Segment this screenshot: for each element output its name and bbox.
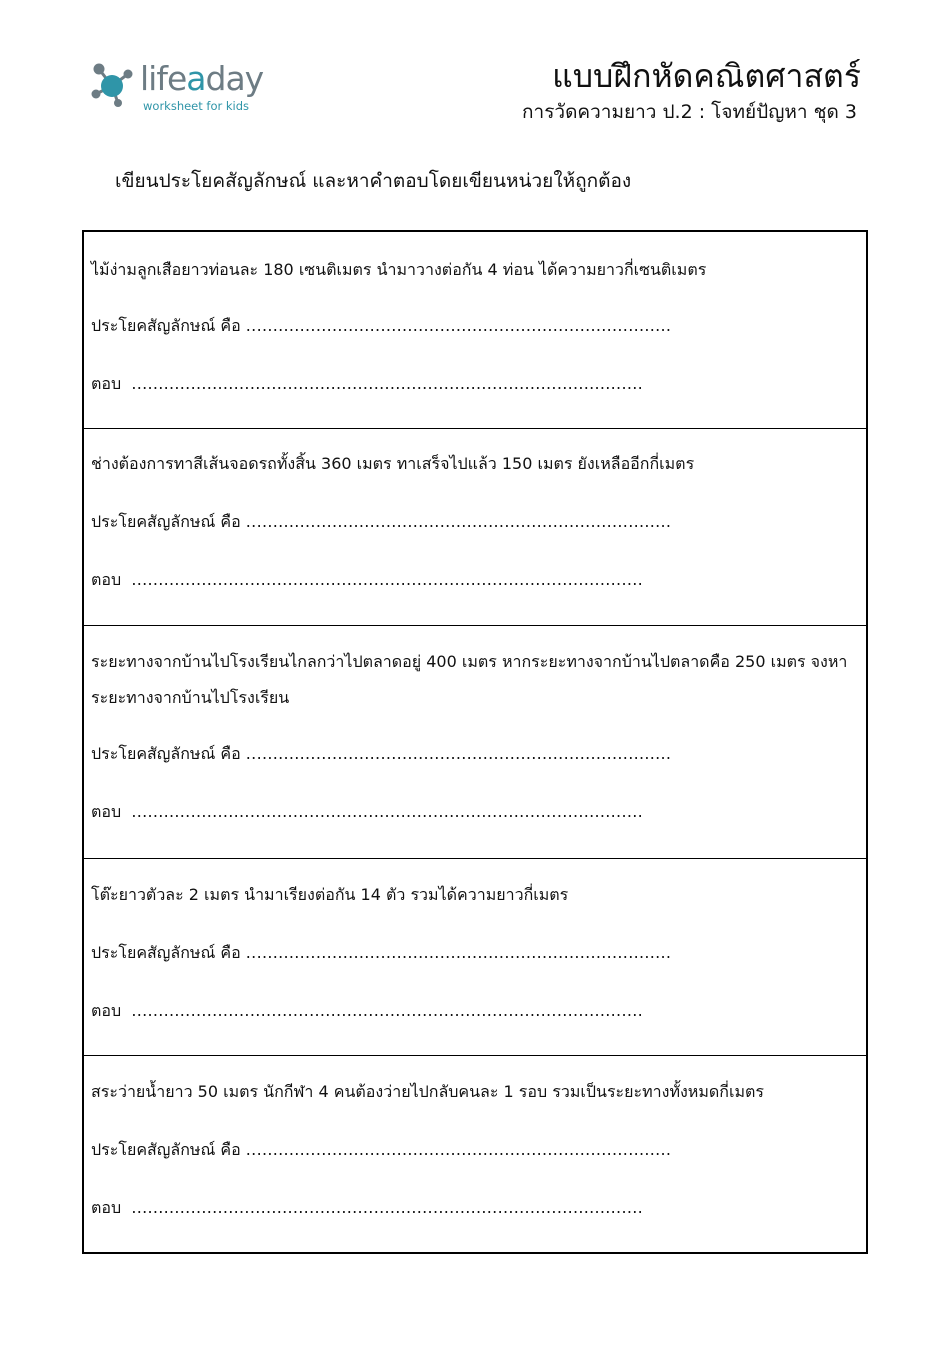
sentence-line[interactable] bbox=[91, 746, 671, 762]
sentence-label: ประโยคสัญลักษณ์ คือ bbox=[91, 316, 241, 335]
problem-table bbox=[82, 230, 868, 1254]
answer-dots: ............................................................................................... bbox=[131, 374, 643, 393]
sentence-label: ประโยคสัญลักษณ์ คือ bbox=[91, 512, 241, 531]
worksheet-subtitle: การวัดความยาว ป.2 : โจทย์ปัญหา ชุด 3 bbox=[522, 101, 857, 123]
sentence-dots: ............................................................................... bbox=[245, 316, 672, 335]
problem-text: ระยะทางจากบ้านไปโรงเรียนไกลกว่าไปตลาดอยู่ 400 เมตร หากระยะทางจากบ้านไปตลาดคือ 250 เมตร จงหาระยะทางจากบ้านไปโรงเรียน bbox=[91, 652, 848, 707]
problem-box bbox=[84, 429, 866, 626]
problem-box bbox=[84, 626, 866, 859]
answer-label: ตอบ bbox=[91, 802, 122, 821]
answer-label: ตอบ bbox=[91, 374, 122, 393]
logo-wordmark: lifeaday bbox=[140, 59, 264, 98]
sentence-line[interactable] bbox=[91, 318, 671, 334]
answer-dots: ............................................................................................... bbox=[131, 570, 643, 589]
sentence-dots: ............................................................................... bbox=[245, 1140, 672, 1159]
worksheet-title: แบบฝึกหัดคณิตศาสตร์ bbox=[552, 57, 861, 95]
molecule-icon bbox=[88, 60, 136, 108]
answer-line[interactable] bbox=[91, 572, 643, 588]
sentence-dots: ............................................................................... bbox=[245, 744, 672, 763]
problem-text: ไม้ง่ามลูกเสือยาวท่อนละ 180 เซนติเมตร นำมาวางต่อกัน 4 ท่อน ได้ความยาวกี่เซนติเมตร bbox=[91, 260, 707, 279]
instruction-text: เขียนประโยคสัญลักษณ์ และหาคำตอบโดยเขียนหน่วยให้ถูกต้อง bbox=[115, 170, 632, 192]
problem-text: โต๊ะยาวตัวละ 2 เมตร นำมาเรียงต่อกัน 14 ตัว รวมได้ความยาวกี่เมตร bbox=[91, 885, 569, 904]
answer-label: ตอบ bbox=[91, 1001, 122, 1020]
sentence-line[interactable] bbox=[91, 1142, 671, 1158]
problem-text: ช่างต้องการทาสีเส้นจอดรถทั้งสิ้น 360 เมตร ทาเสร็จไปแล้ว 150 เมตร ยังเหลืออีกกี่เมตร bbox=[91, 454, 695, 473]
sentence-dots: ............................................................................... bbox=[245, 943, 672, 962]
answer-line[interactable] bbox=[91, 1200, 643, 1216]
sentence-label: ประโยคสัญลักษณ์ คือ bbox=[91, 1140, 241, 1159]
logo-tagline: worksheet for kids bbox=[143, 99, 250, 113]
answer-label: ตอบ bbox=[91, 570, 122, 589]
problem-box bbox=[84, 859, 866, 1056]
answer-line[interactable] bbox=[91, 376, 643, 392]
answer-label: ตอบ bbox=[91, 1198, 122, 1217]
answer-dots: ............................................................................................... bbox=[131, 1001, 643, 1020]
problem-box bbox=[84, 1056, 866, 1252]
sentence-line[interactable] bbox=[91, 514, 671, 530]
sentence-dots: ............................................................................... bbox=[245, 512, 672, 531]
problem-text: สระว่ายน้ำยาว 50 เมตร นักกีฬา 4 คนต้องว่ายไปกลับคนละ 1 รอบ รวมเป็นระยะทางทั้งหมดกี่เมตร bbox=[91, 1082, 764, 1101]
sentence-label: ประโยคสัญลักษณ์ คือ bbox=[91, 744, 241, 763]
answer-line[interactable] bbox=[91, 1003, 643, 1019]
answer-line[interactable] bbox=[91, 804, 643, 820]
sentence-label: ประโยคสัญลักษณ์ คือ bbox=[91, 943, 241, 962]
sentence-line[interactable] bbox=[91, 945, 671, 961]
answer-dots: ............................................................................................... bbox=[131, 802, 643, 821]
answer-dots: ............................................................................................... bbox=[131, 1198, 643, 1217]
problem-box bbox=[84, 232, 866, 429]
lifeaday-logo bbox=[88, 58, 288, 118]
